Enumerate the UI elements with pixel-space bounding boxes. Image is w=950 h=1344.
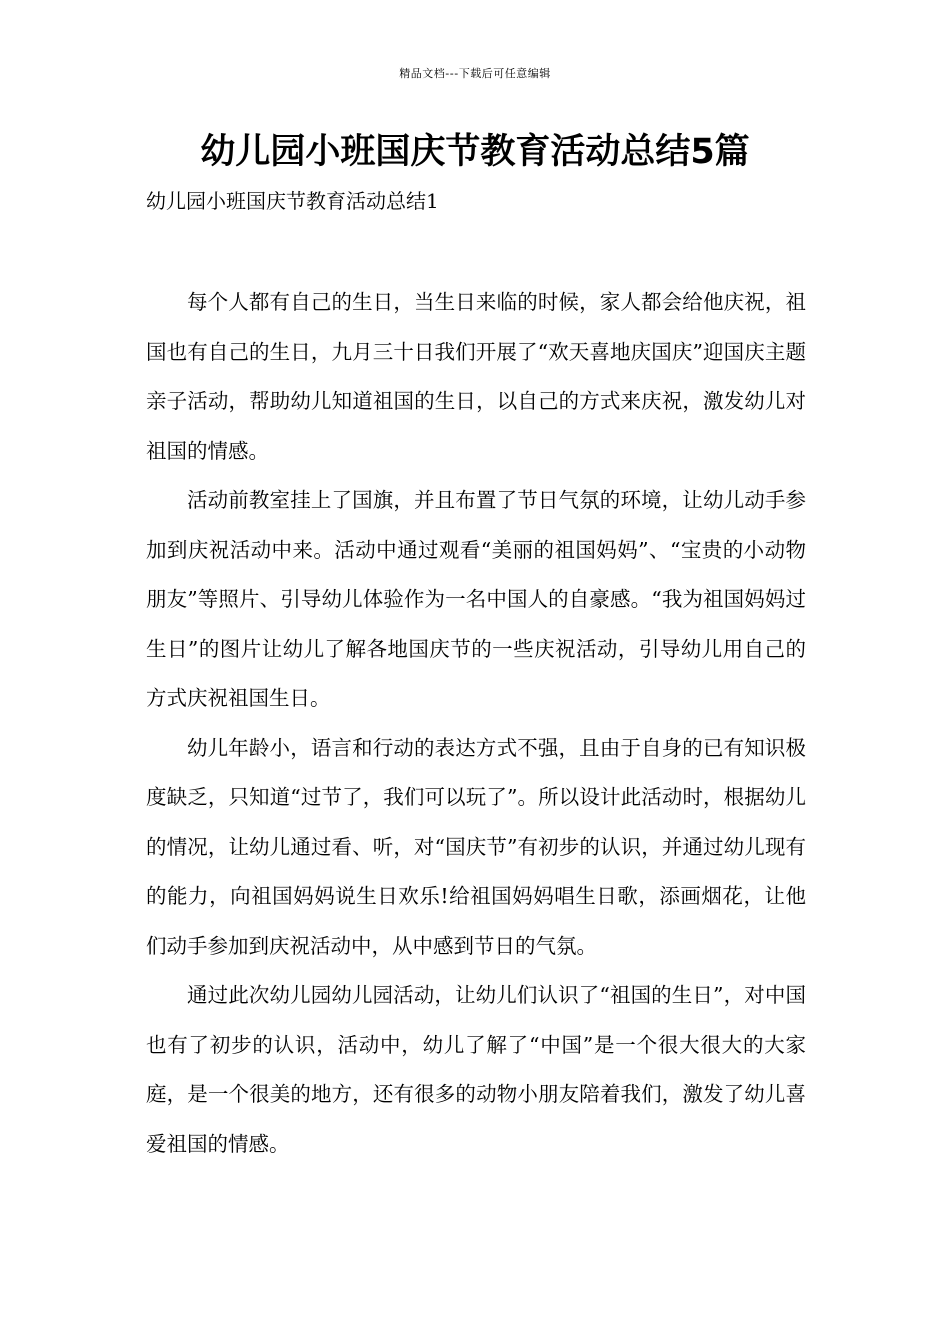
- paragraph: 活动前教室挂上了国旗，并且布置了节日气氛的环境，让幼儿动手参加到庆祝活动中来。活动中通过观看“美丽的祖国妈妈”、“宝贵的小动物朋友”等照片、引导幼儿体验作为一名中国人的自豪感。“我为祖国妈妈过生日”的图片让幼儿了解各地国庆节的一些庆祝活动，引导幼儿用自己的方式庆祝祖国生日。: [146, 488, 806, 710]
- document-body: [146, 278, 806, 1169]
- document-title: 幼儿园小班国庆节教育活动总结5篇: [200, 132, 750, 172]
- paragraph: 幼儿年龄小，语言和行动的表达方式不强，且由于自身的已有知识极度缺乏，只知道“过节了，我们可以玩了”。所以设计此活动时，根据幼儿的情况，让幼儿通过看、听，对“国庆节”有初步的认识，并通过幼儿现有的能力，向祖国妈妈说生日欢乐!给祖国妈妈唱生日歌，添画烟花，让他们动手参加到庆祝活动中，从中感到节日的气氛。: [146, 735, 806, 958]
- document-subtitle: 幼儿园小班国庆节教育活动总结1: [146, 189, 439, 213]
- header-note: 精品文档---下载后可任意编辑: [399, 67, 551, 80]
- paragraph: 每个人都有自己的生日，当生日来临的时候，家人都会给他庆祝，祖国也有自己的生日，九月三十日我们开展了“欢天喜地庆国庆”迎国庆主题亲子活动，帮助幼儿知道祖国的生日，以自己的方式来庆祝，激发幼儿对祖国的情感。: [146, 290, 806, 463]
- paragraph: 通过此次幼儿园幼儿园活动，让幼儿们认识了“祖国的生日”，对中国也有了初步的认识，活动中，幼儿了解了“中国”是一个很大很大的大家庭，是一个很美的地方，还有很多的动物小朋友陪着我们，激发了幼儿喜爱祖国的情感。: [146, 983, 806, 1156]
